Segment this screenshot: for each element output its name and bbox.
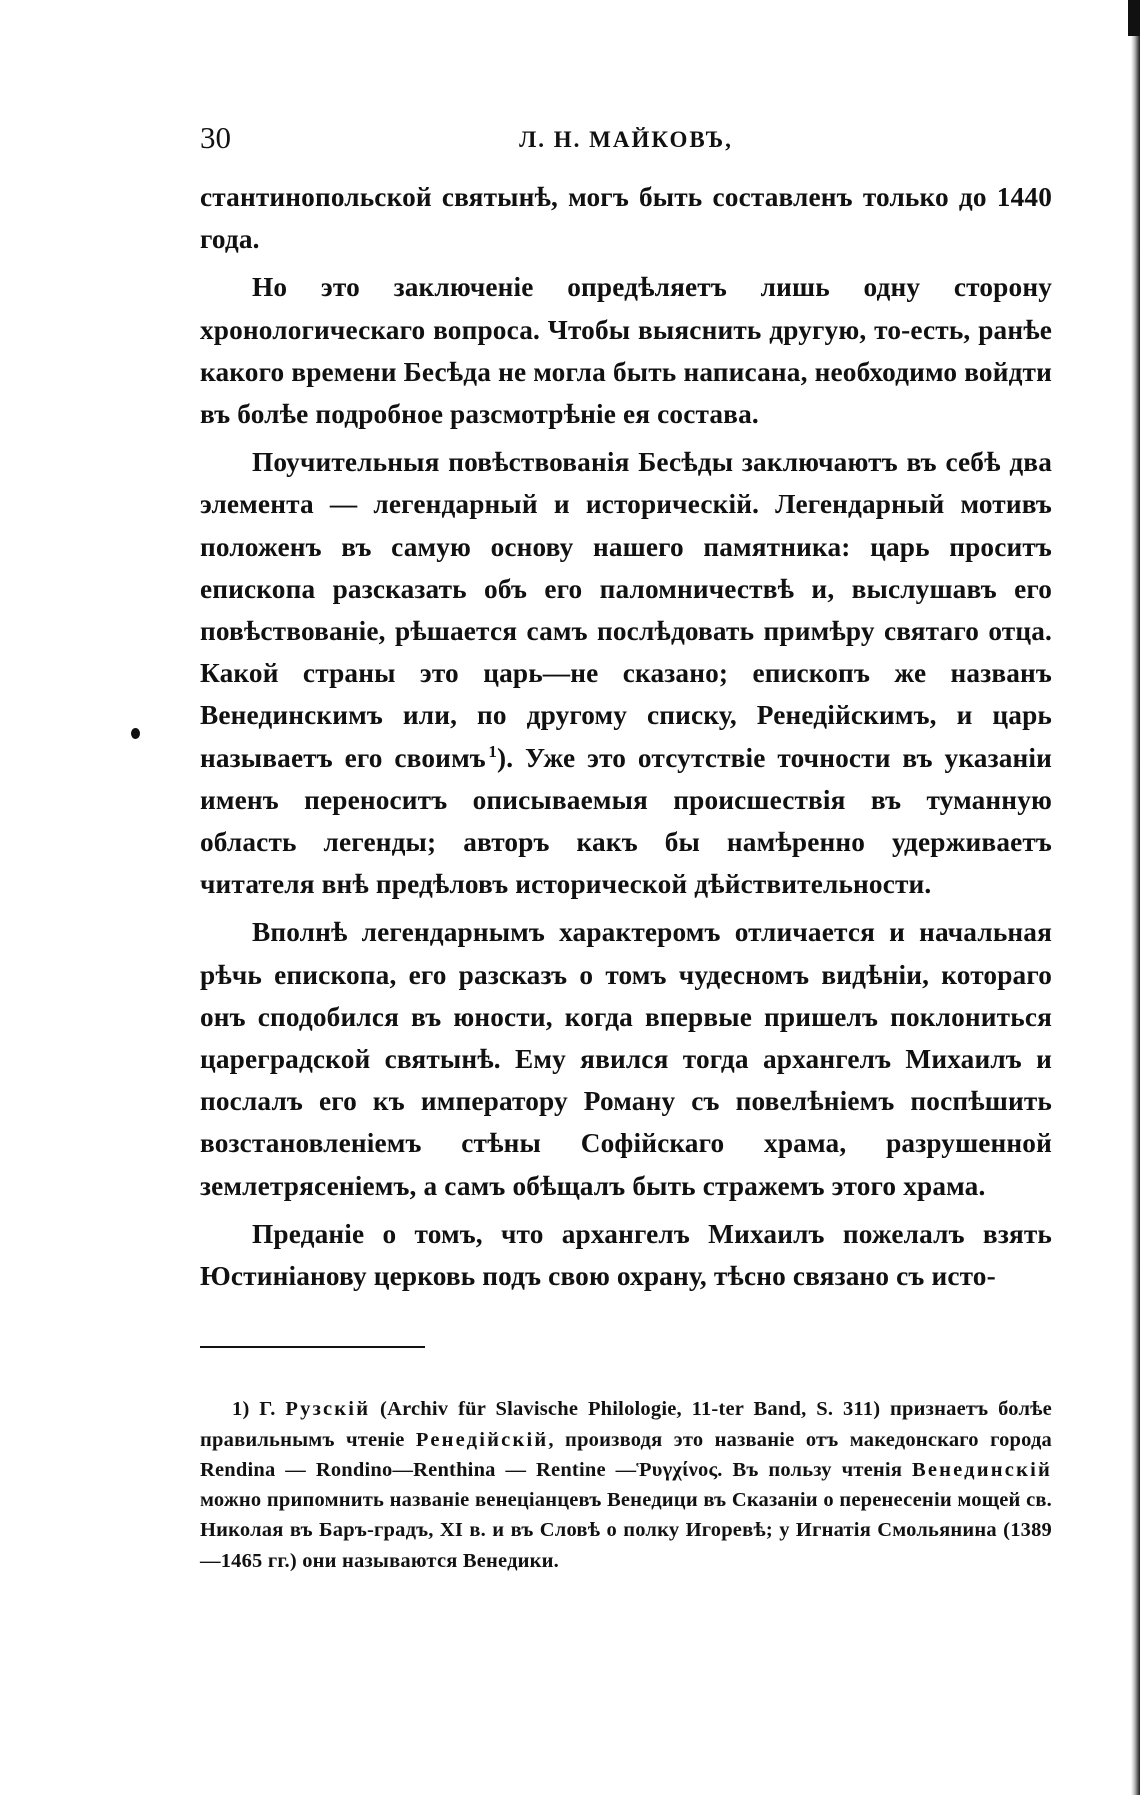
footnote-emphasis: Рузскій	[285, 1398, 371, 1421]
footnote-reference[interactable]: 1	[488, 741, 497, 761]
scan-edge-mark	[1128, 0, 1140, 36]
paragraph: Вполнѣ легендарнымъ характеромъ отличается и начальная рѣчь епископа, его разсказъ о томъ чудесномъ видѣніи, котораго онъ сподобился въ юности, когда впервые пришелъ поклониться цареградской святынѣ. Ему явился тогда архангелъ Михаилъ и послалъ его къ императору Роману съ повелѣніемъ поспѣшить возстановленіемъ стѣны Софійскаго храма, разрушенной землетрясеніемъ, а самъ обѣщалъ быть стражемъ этого храма.	[200, 917, 1052, 1201]
page-number: 30	[200, 120, 231, 155]
book-page	[200, 118, 1052, 1597]
footnote-text: (Archiv für Slavische Philologie, 11-ter Band, S. 311) признаетъ болѣе правильнымъ чтеніе	[200, 1398, 1052, 1451]
paragraph: Преданіе о томъ, что архангелъ Михаилъ пожелалъ взять Юстиніанову церковь подъ свою охрану, тѣсно связано съ исто-	[200, 1218, 1052, 1292]
paragraph	[200, 441, 1052, 905]
footnote-divider	[200, 1346, 425, 1348]
paragraph: Но это заключеніе опредѣляетъ лишь одну сторону хронологическаго вопроса. Чтобы выяснить другую, то-есть, ранѣе какого времени Бесѣда не могла быть написана, необходимо войдти въ болѣе подробное разсмотрѣніе ея состава.	[200, 272, 1052, 430]
paragraph: стантинопольской святынѣ, могъ быть составленъ только до 1440 года.	[200, 182, 1052, 255]
footnote-emphasis: Ренедійскій	[415, 1428, 549, 1451]
paragraph-text: ). Уже это отсутствіе точности въ указаніи именъ переноситъ описываемыя происшествія въ туманную область легенды; авторъ какъ бы намѣренно удерживаетъ читателя внѣ предѣловъ исторической дѣйствительности.	[200, 742, 1052, 900]
scan-edge	[1131, 0, 1140, 1795]
paragraph-text: Поучительныя повѣствованія Бесѣды заключаютъ въ себѣ два элемента — легендарный и историческій. Легендарный мотивъ положенъ въ самую основу нашего памятника: царь проситъ епископа разсказать объ его паломничествѣ и, выслушавъ его повѣствованіе, рѣшается самъ послѣдовать примѣру святаго отца. Какой страны это царь—не сказано; епископъ же названъ Венединскимъ или, по другому списку, Ренедійскимъ, и царь называетъ его своимъ	[200, 447, 1052, 773]
running-head	[200, 118, 1052, 158]
footnote-text: , производя это названіе отъ македонскаго города Rendina — Rondino—Renthina — Rentine —Ῥυγχίνος. Въ пользу чтенія	[200, 1428, 1052, 1481]
footnote	[200, 1394, 1052, 1576]
footnote-text: 1) Г.	[232, 1398, 286, 1421]
body-text	[200, 176, 1052, 1297]
running-head-author: Л. Н. МАЙКОВЪ,	[519, 127, 733, 152]
footnote-emphasis: Венединскій	[911, 1458, 1052, 1481]
footnote-text: можно припомнить названіе венеціанцевъ Венедици въ Сказаніи о перенесеніи мощей св. Николая въ Баръ-градъ, XI в. и въ Словѣ о полку Игоревѣ; у Игнатія Смольянина (1389—1465 гг.) они называются Венедики.	[200, 1489, 1052, 1572]
margin-ink-mark	[131, 728, 140, 739]
